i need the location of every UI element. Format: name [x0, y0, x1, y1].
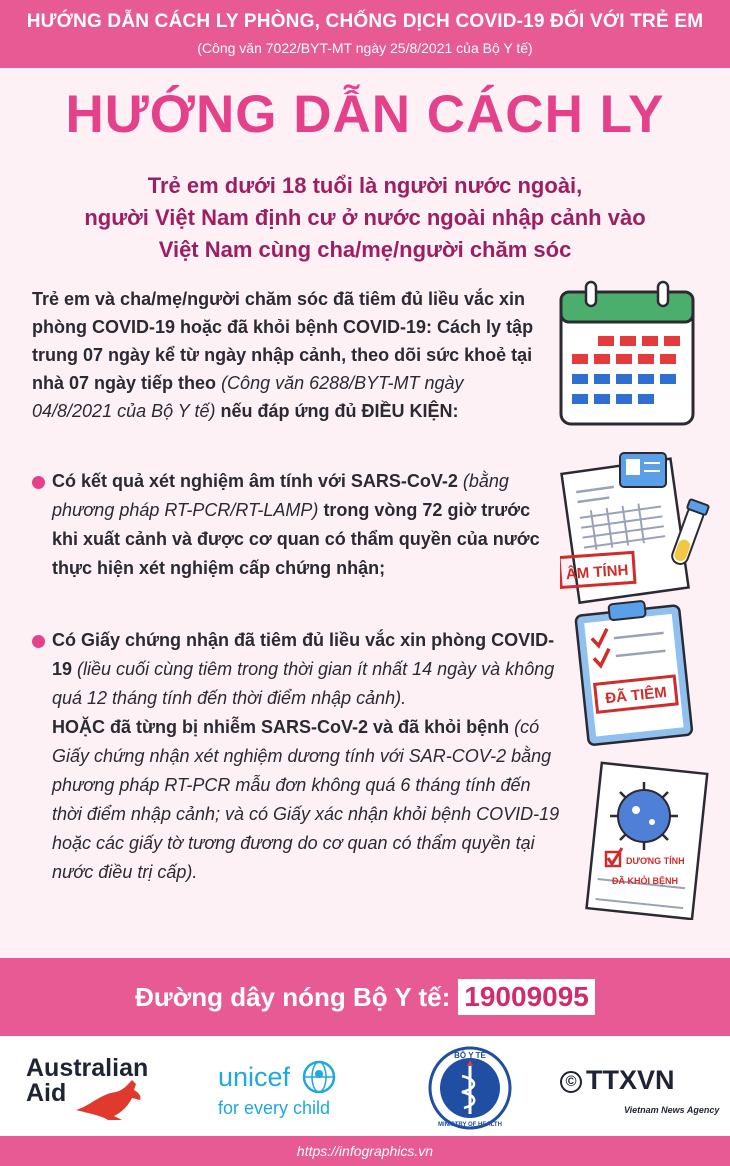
moh-top-text: BỘ Y TẾ — [454, 1051, 486, 1060]
hotline-bar — [0, 958, 730, 1036]
footer-url[interactable]: https://infographics.vn — [0, 1136, 730, 1166]
header-source: (Công văn 7022/BYT-MT ngày 25/8/2021 của Bộ Y tế) — [197, 40, 533, 56]
copyright-icon: © — [560, 1071, 582, 1093]
ttxvn-name: TTXVN — [586, 1065, 675, 1095]
ministry-of-health-logo — [428, 1042, 512, 1139]
intro-note: (Công văn 6288/BYT-MT ngày 04/8/2021 của Bộ Y tế) — [32, 373, 464, 421]
hotline-number[interactable]: 19009095 — [458, 979, 595, 1015]
unicef-tagline: for every child — [218, 1098, 331, 1118]
globe-icon — [302, 1060, 336, 1094]
calendar-icon — [558, 280, 698, 428]
bullet-dot-icon — [32, 476, 45, 489]
intro-text: Trẻ em và cha/mẹ/người chăm sóc đã tiêm đủ liều vắc xin phòng COVID-19 hoặc đã khỏi bệnh COVID-19: Cách ly tập trung 07 ngày kể từ ngày nhập cảnh, theo dõi sức khoẻ tại nhà 07 ngày tiếp theo — [32, 289, 534, 393]
condition-text: HOẶC đã từng bị nhiễm SARS-CoV-2 và đã khỏi bệnh — [52, 717, 510, 737]
condition-text: Có Giấy chứng nhận đã tiêm đủ liều vắc xin phòng COVID-19 — [52, 630, 555, 679]
header-title: HƯỚNG DẪN CÁCH LY PHÒNG, CHỐNG DỊCH COVID-19 ĐỐI VỚI TRẺ EM — [26, 11, 704, 32]
intro-condition: nếu đáp ứng đủ ĐIỀU KIỆN: — [220, 401, 459, 421]
kangaroo-icon — [72, 1076, 148, 1122]
condition-item — [32, 467, 542, 583]
logo-strip — [0, 1036, 730, 1136]
condition-note: (bằng phương pháp RT-PCR/RT-LAMP) — [52, 471, 509, 520]
stamp-positive: DƯƠNG TÍNH — [626, 856, 685, 866]
moh-bottom-text: MINISTRY OF HEALTH — [438, 1122, 502, 1128]
main-title: HƯỚNG DẪN CÁCH LY — [65, 85, 665, 144]
virus-icon — [610, 782, 678, 850]
subtitle-line: người Việt Nam định cư ở nước ngoài nhập cảnh vào — [84, 205, 646, 230]
ttxvn-sub: Vietnam News Agency — [624, 1105, 720, 1115]
subtitle-line: Trẻ em dưới 18 tuổi là người nước ngoài, — [147, 173, 583, 198]
stamp-vaccinated: ĐÃ TIÊM — [604, 683, 668, 708]
vaccine-clipboard-icon — [572, 596, 700, 746]
unicef-name: unicef — [218, 1062, 291, 1092]
stamp-negative: ÂM TÍNH — [565, 561, 629, 584]
condition-item — [32, 626, 562, 887]
aus-logo-text: Australian — [26, 1054, 149, 1082]
test-report-icon — [560, 445, 710, 605]
condition-text: trong vòng 72 giờ trước khi xuất cảnh và được cơ quan có thẩm quyền của nước thực hiện xét nghiệm cấp chứng nhận; — [52, 500, 540, 578]
subtitle-line: Việt Nam cùng cha/mẹ/người chăm sóc — [158, 237, 572, 262]
subtitle — [20, 170, 710, 266]
aus-logo-text: Aid — [26, 1079, 67, 1107]
intro-paragraph — [32, 285, 542, 425]
ttxvn-logo — [560, 1065, 720, 1115]
hotline-label: Đường dây nóng Bộ Y tế: — [135, 981, 451, 1012]
condition-text: Có kết quả xét nghiệm âm tính với SARS-CoV-2 — [52, 471, 458, 491]
top-banner — [0, 0, 730, 68]
stamp-recovered: ĐÃ KHỎI BỆNH — [612, 876, 679, 886]
virus-document-icon — [582, 760, 712, 920]
bullet-dot-icon — [32, 635, 45, 648]
condition-note: (liều cuối cùng tiêm trong thời gian ít nhất 14 ngày và không quá 12 tháng tính đến thời điểm nhập cảnh). — [52, 659, 555, 708]
condition-note: (có Giấy chứng nhận xét nghiệm dương tính với SAR-COV-2 bằng phương pháp RT-PCR mẫu đơn không quá 6 tháng tính đến thời điểm nhập cảnh; và có Giấy xác nhận khỏi bệnh COVID-19 hoặc các giấy tờ tương đương do cơ quan có thẩm quyền tại nước điều trị cấp). — [52, 717, 560, 882]
